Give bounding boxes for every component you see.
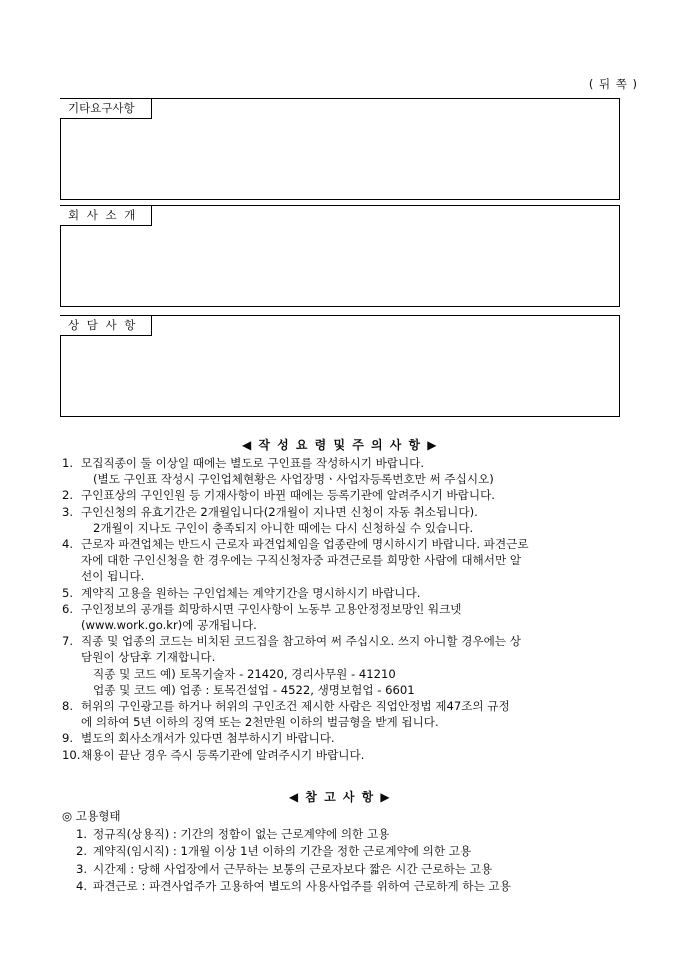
reference-item-text: 파견근로 : 파견사업주가 고용하여 별도의 사용사업주를 위하여 근로하게 하는 고용 (93, 879, 511, 893)
reference-heading: ◎ 고용형태 (62, 809, 121, 823)
guide-item-number: 8. (62, 699, 74, 714)
guide-item (62, 455, 622, 487)
reference-title: ◀ 참 고 사 항 ▶ (288, 790, 392, 804)
guide-item-number: 10. (62, 747, 81, 762)
guide-item-line: 에 의하여 5년 이하의 징역 또는 2천만원 이하의 벌금형을 받게 됩니다. (81, 715, 439, 730)
reference-item (76, 878, 632, 896)
guide-list (62, 455, 622, 763)
reference-item-number: 2. (76, 844, 88, 858)
section-consultation (60, 315, 620, 417)
guide-item (62, 747, 622, 763)
guide-item-line: 구인신청의 유효기간은 2개월입니다(2개월이 지나면 신청이 자동 취소됩니다). (81, 504, 478, 519)
guide-item-subline: 2개월이 지나도 구인이 충족되지 아니한 때에는 다시 신청하실 수 있습니다. (93, 520, 474, 535)
guide-item-subline: (별도 구인표 작성시 구인업체현황은 사업장명ㆍ사업자등록번호만 써 주십시오) (93, 472, 494, 487)
guide-item-line: 모집직종이 둘 이상일 때에는 별도로 구인표를 작성하시기 바랍니다. (81, 456, 425, 470)
reference-item-text: 정규직(상용직) : 기간의 정함이 없는 근로계약에 의한 고용 (93, 826, 390, 841)
guide-item (62, 601, 622, 633)
guide-item-number: 7. (62, 634, 74, 649)
reference-item-number: 4. (76, 879, 88, 893)
guide-item-number: 4. (62, 537, 74, 552)
guide-item (62, 698, 622, 730)
guide-item-line: 직종 및 업종의 코드는 비치된 코드집을 참고하여 써 주십시오. 쓰지 아니할 경우에는 상 (81, 634, 521, 649)
guide-item-line: 허위의 구인광고를 하거나 허위의 구인조건 제시한 사람은 직업안정법 제47조의 규정 (81, 699, 510, 714)
guide-item-subline: 직종 및 코드 예) 토목기술자 - 21420, 경리사무원 - 41210 (93, 666, 396, 681)
guide-item (62, 487, 622, 503)
guide-item (62, 633, 622, 698)
guide-item-line: 담원이 상담후 기재합니다. (81, 650, 216, 665)
page-side-marker: ( 뒤 쪽 ) (588, 77, 638, 91)
guide-item-number: 6. (62, 601, 74, 616)
consultation-label: 상 담 사 항 (60, 315, 152, 336)
guide-item-line: (www.work.go.kr)에 공개됩니다. (81, 618, 257, 633)
reference-item-text: 시간제 : 당해 사업장에서 근무하는 보통의 근로자보다 짧은 시간 근로하는 고용 (93, 861, 493, 876)
reference-item (76, 826, 632, 844)
guide-item-number: 2. (62, 488, 74, 503)
reference-item (76, 861, 632, 879)
guide-item (62, 536, 622, 585)
guide-item-number: 9. (62, 731, 74, 746)
guide-item-number: 3. (62, 504, 74, 519)
guide-item-subline: 업종 및 코드 예) 업종 : 토목건설업 - 4522, 생명보험업 - 6601 (93, 682, 415, 697)
guide-item-line: 선이 됩니다. (81, 569, 145, 584)
reference-item (76, 843, 632, 861)
section-other-requirements (60, 98, 620, 200)
guide-item-line: 근로자 파견업체는 반드시 근로자 파견업체임을 업종란에 명시하시기 바랍니다. 파견근로 (81, 537, 529, 552)
section-company-intro (60, 205, 620, 307)
guide-item (62, 585, 622, 601)
reference-item-text: 계약직(임시직) : 1개월 이상 1년 이하의 기간을 정한 근로계약에 의한 고용 (93, 844, 472, 858)
guide-item-line: 계약직 고용을 원하는 구인업체는 계약기간을 명시하시기 바랍니다. (81, 585, 421, 600)
guide-item-number: 1. (62, 456, 74, 470)
guide-item-line: 구인표상의 구인인원 등 기재사항이 바뀐 때에는 등록기관에 알려주시기 바랍니다. (81, 488, 495, 503)
guide-item-line: 구인정보의 공개를 희망하시면 구인사항이 노동부 고용안정정보망인 워크넷 (81, 601, 462, 616)
guide-item (62, 730, 622, 746)
guide-item-line: 자에 대한 구인신청을 한 경우에는 구직신청자중 파견근로를 희망한 사람에 대해서만 알 (81, 553, 522, 568)
reference-section (62, 808, 632, 896)
guide-section (62, 455, 622, 763)
other-requirements-label: 기타요구사항 (60, 98, 152, 119)
guide-item (62, 504, 622, 536)
reference-item-number: 1. (76, 826, 88, 841)
guide-item-line: 별도의 회사소개서가 있다면 첨부하시기 바랍니다. (81, 731, 335, 746)
reference-list (62, 826, 632, 896)
guide-item-line: 채용이 끝난 경우 즉시 등록기관에 알려주시기 바랍니다. (81, 747, 365, 762)
guide-title: ◀ 작 성 요 령 및 주 의 사 항 ▶ (241, 438, 439, 452)
guide-item-number: 5. (62, 585, 74, 600)
reference-item-number: 3. (76, 861, 88, 876)
company-intro-label: 회 사 소 개 (60, 205, 152, 226)
